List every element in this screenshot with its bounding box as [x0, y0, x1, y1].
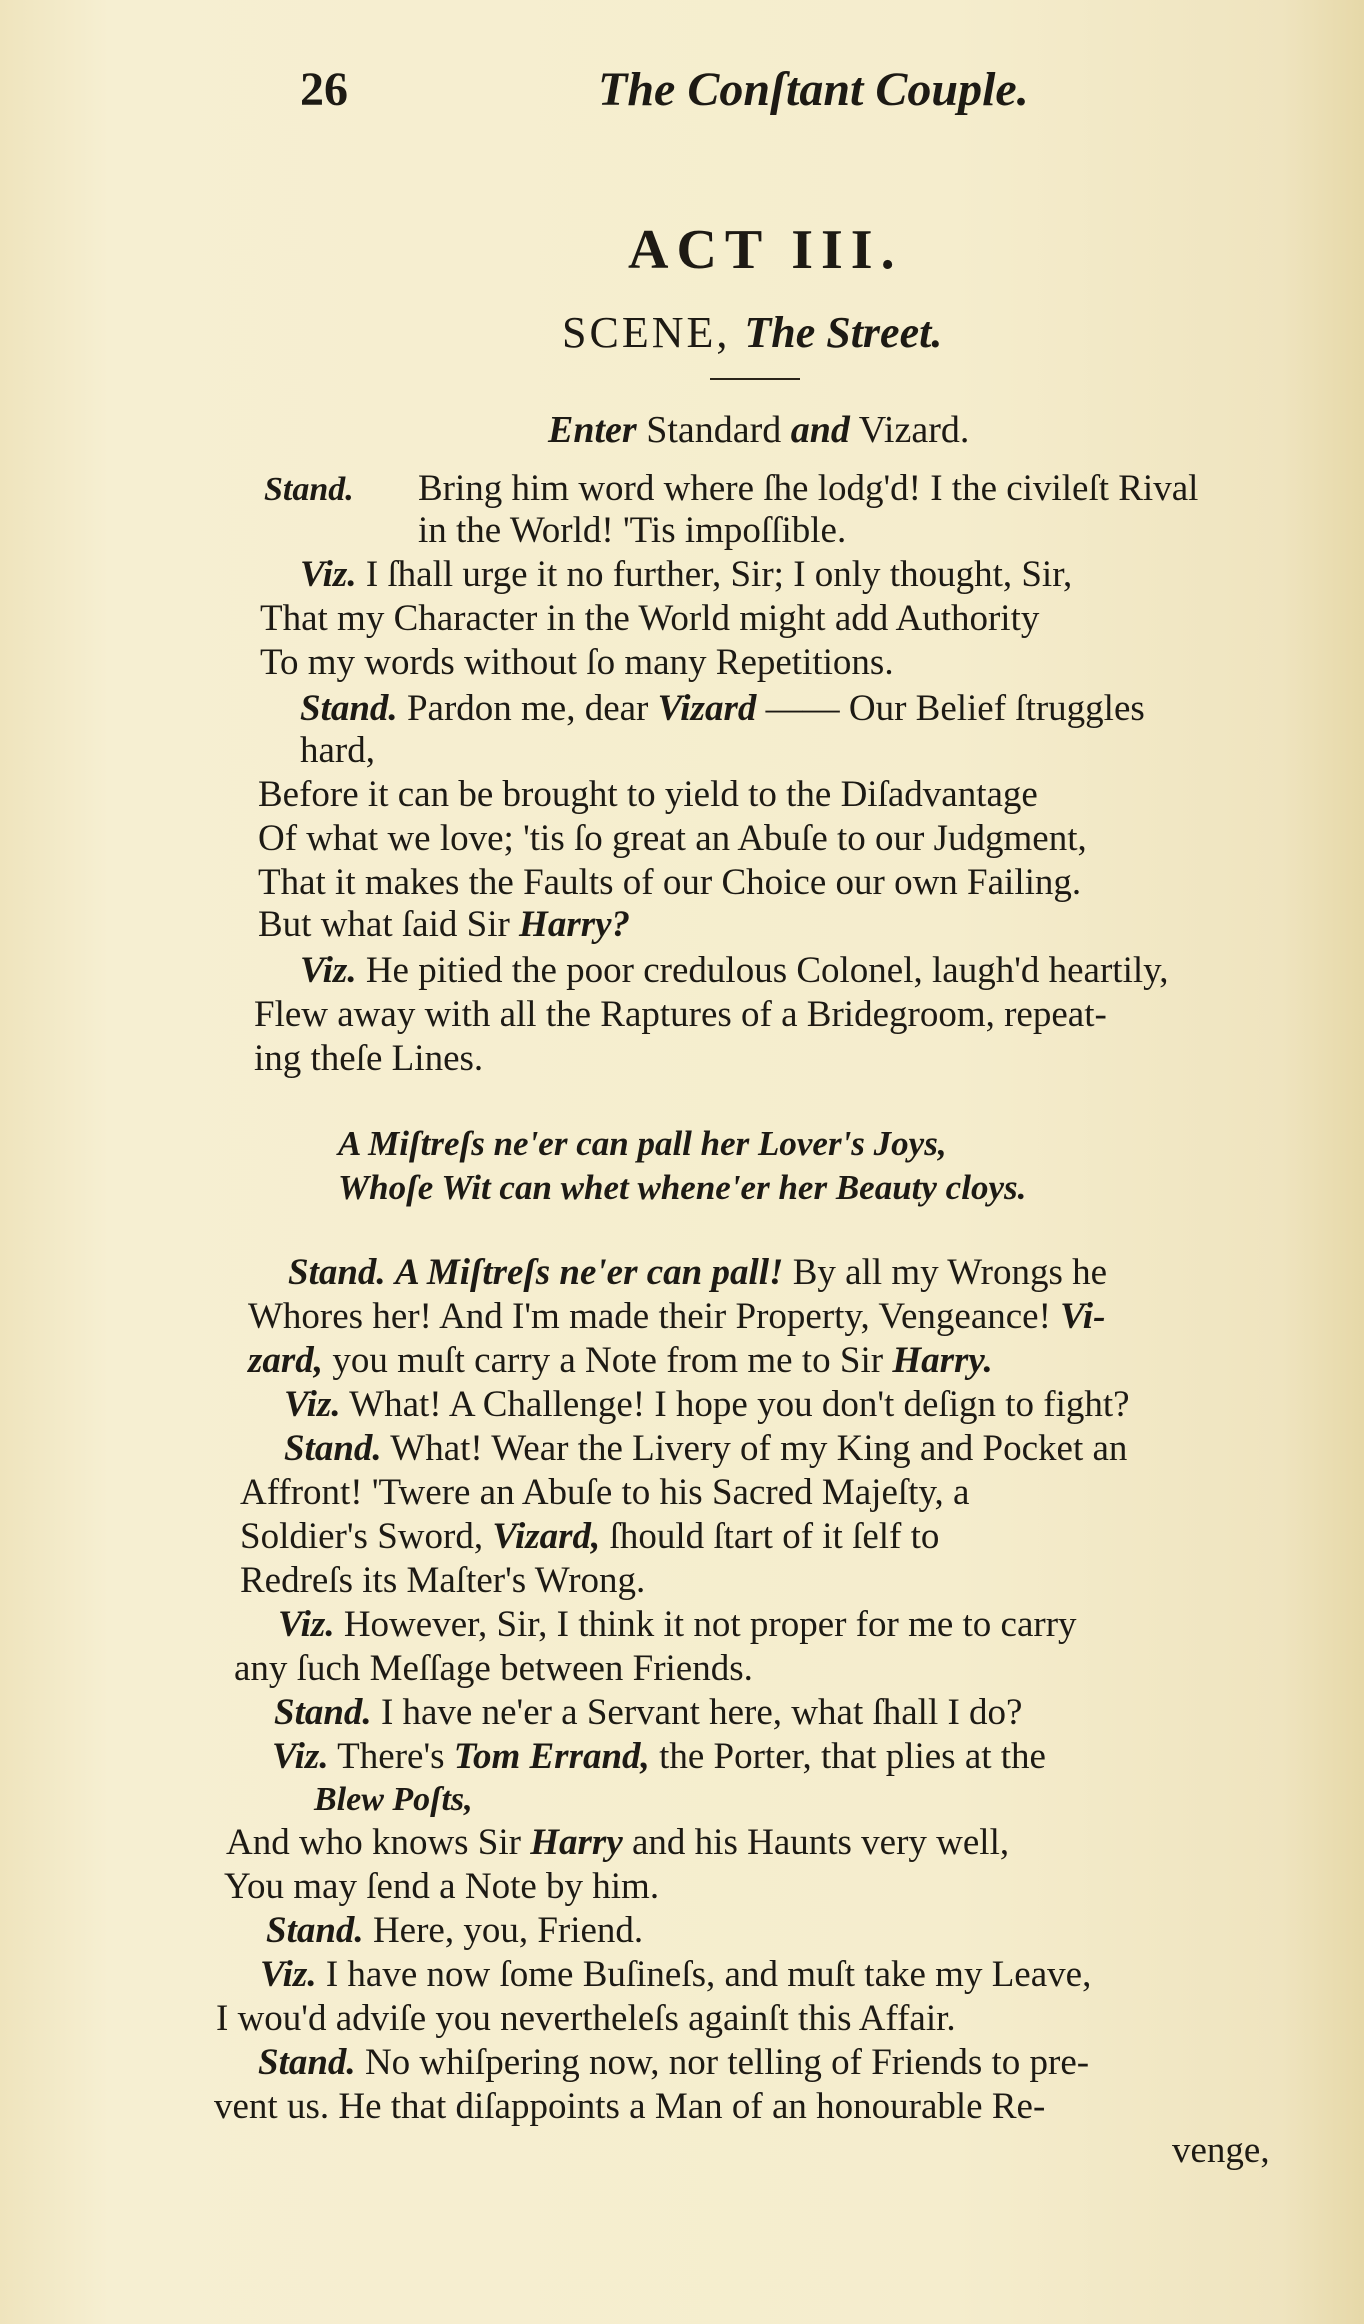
dialogue-text: Soldier's Sword,	[240, 1516, 484, 1557]
dialogue-line	[258, 820, 1087, 857]
dialogue-line	[314, 1780, 473, 1817]
dialogue-emphasis: Tom Errand,	[453, 1736, 650, 1777]
dialogue-emphasis: A Miſtreſs ne'er can pall!	[394, 1252, 784, 1293]
speaker: Viz.	[300, 554, 357, 595]
divider-rule	[710, 378, 800, 380]
speaker: Stand.	[264, 471, 354, 508]
dialogue-text: And who knows Sir	[226, 1822, 521, 1863]
speaker: Stand.	[284, 1428, 382, 1469]
dialogue-line	[288, 1254, 1107, 1291]
dialogue-line	[284, 1430, 1127, 1467]
dialogue-text: —— Our Belief ſtruggles	[765, 688, 1145, 729]
dialogue-line	[216, 2000, 956, 2037]
speaker: Viz.	[278, 1604, 335, 1645]
dialogue-text: That it makes the Faults of our Choice our own Failing.	[258, 862, 1082, 903]
dialogue-text: hard,	[300, 730, 375, 771]
dialogue-text: What! A Challenge! I hope you don't deſign to fight?	[349, 1384, 1130, 1425]
speaker: Stand.	[258, 2042, 356, 2083]
dialogue-line	[264, 470, 354, 507]
dialogue-line	[240, 1474, 969, 1511]
verse-line: Whoſe Wit can whet whene'er her Beauty cloys.	[338, 1168, 1027, 1207]
dialogue-emphasis: Vi-	[1060, 1296, 1106, 1337]
dialogue-line	[260, 644, 894, 681]
dialogue-text: There's	[337, 1736, 445, 1777]
stage-direction	[548, 408, 969, 452]
running-title: The Conſtant Couple.	[598, 63, 1029, 116]
dialogue-line	[284, 1386, 1130, 1423]
scene-place: The Street.	[744, 308, 943, 357]
dialogue-text: To my words without ſo many Repetitions.	[260, 642, 894, 683]
dialogue-line	[234, 1650, 753, 1687]
dialogue-text: He pitied the poor credulous Colonel, laugh'd heartily,	[365, 950, 1169, 991]
speaker: Stand.	[266, 1910, 364, 1951]
dialogue-line	[254, 996, 1107, 1033]
dialogue-text: Here, you, Friend.	[372, 1910, 644, 1951]
speaker: Stand.	[274, 1692, 372, 1733]
dialogue-line	[266, 1912, 643, 1949]
dialogue-line	[226, 1824, 1009, 1861]
dialogue-emphasis: zard,	[248, 1340, 324, 1381]
dialogue-line	[258, 2044, 1089, 2081]
dialogue-text: I wou'd adviſe you nevertheleſs againſt this Affair.	[216, 1998, 956, 2039]
act-heading: ACT III.	[628, 219, 903, 281]
speaker: Viz.	[272, 1736, 329, 1777]
dialogue-text: Flew away with all the Raptures of a Bridegroom, repeat-	[254, 994, 1107, 1035]
dialogue-line	[418, 512, 846, 549]
dialogue-text: I have ne'er a Servant here, what ſhall I do?	[380, 1692, 1023, 1733]
dialogue-text: That my Character in the World might add Authority	[260, 598, 1040, 639]
dialogue-text: and his Haunts very well,	[632, 1822, 1010, 1863]
dialogue-text: I have now ſome Buſineſs, and muſt take my Leave,	[325, 1954, 1092, 1995]
dialogue-text: Affront! 'Twere an Abuſe to his Sacred Majeſty, a	[240, 1472, 970, 1513]
dialogue-text: any ſuch Meſſage between Friends.	[234, 1648, 753, 1689]
dialogue-text: You may ſend a Note by him.	[224, 1866, 660, 1907]
page-number: 26	[300, 63, 348, 116]
scene-heading	[562, 307, 942, 358]
dialogue-emphasis: Vizard	[657, 688, 757, 729]
dialogue-line	[260, 600, 1039, 637]
dialogue-line	[240, 1518, 939, 1555]
dialogue-line	[300, 556, 1072, 593]
dialogue-line	[240, 1562, 645, 1599]
dialogue-line	[258, 906, 630, 943]
dialogue-emphasis: Blew Poſts,	[314, 1781, 473, 1818]
dialogue-text: Pardon me, dear	[406, 688, 649, 729]
stage-direction-enter: Enter	[548, 409, 637, 451]
dialogue-text: the Porter, that plies at the	[659, 1736, 1046, 1777]
stage-direction-char1: Standard	[646, 409, 782, 451]
dialogue-line	[224, 1868, 659, 1905]
dialogue-line	[258, 864, 1081, 901]
dialogue-line	[300, 732, 375, 769]
dialogue-line	[260, 1956, 1091, 1993]
speaker: Viz.	[260, 1954, 317, 1995]
dialogue-text: Before it can be brought to yield to the Diſadvantage	[258, 774, 1038, 815]
dialogue-text: ſhould ſtart of it ſelf to	[609, 1516, 940, 1557]
dialogue-line	[272, 1738, 1046, 1775]
dialogue-text: venge,	[1172, 2130, 1270, 2171]
dialogue-text: However, Sir, I think it not proper for me to carry	[343, 1604, 1077, 1645]
dialogue-text: Whores her! And I'm made their Property, Vengeance!	[248, 1296, 1051, 1337]
dialogue-text: But what ſaid Sir	[258, 904, 510, 945]
dialogue-line	[214, 2088, 1045, 2125]
dialogue-line	[254, 1040, 483, 1077]
dialogue-emphasis: Harry	[530, 1822, 623, 1863]
dialogue-emphasis: Vizard,	[492, 1516, 601, 1557]
dialogue-line	[258, 776, 1038, 813]
dialogue-line	[248, 1298, 1105, 1335]
dialogue-text: you muſt carry a Note from me to Sir	[332, 1340, 884, 1381]
dialogue-emphasis: Harry?	[519, 904, 631, 945]
stage-direction-and: and	[790, 409, 850, 451]
verse-line: A Miſtreſs ne'er can pall her Lover's Joys,	[338, 1124, 947, 1163]
dialogue-line	[278, 1606, 1077, 1643]
dialogue-emphasis: Harry.	[892, 1340, 993, 1381]
dialogue-line	[300, 952, 1168, 989]
dialogue-line	[248, 1342, 993, 1379]
speaker: Viz.	[284, 1384, 341, 1425]
dialogue-line	[418, 470, 1198, 507]
dialogue-text: By all my Wrongs he	[792, 1252, 1108, 1293]
dialogue-text: vent us. He that diſappoints a Man of an honourable Re-	[214, 2086, 1046, 2127]
dialogue-text: ing theſe Lines.	[254, 1038, 484, 1079]
dialogue-text: Of what we love; 'tis ſo great an Abuſe to our Judgment,	[258, 818, 1087, 859]
dialogue-text: What! Wear the Livery of my King and Pocket an	[390, 1428, 1128, 1469]
page-header	[0, 62, 1364, 132]
dialogue-line	[274, 1694, 1022, 1731]
scene-label: SCENE,	[562, 308, 731, 357]
speaker: Stand.	[300, 688, 398, 729]
stage-direction-char2: Vizard.	[858, 409, 970, 451]
dialogue-text: Redreſs its Maſter's Wrong.	[240, 1560, 646, 1601]
dialogue-text: Bring him word where ſhe lodg'd! I the civileſt Rival	[418, 468, 1199, 509]
dialogue-line	[300, 690, 1145, 727]
catchword	[1172, 2132, 1270, 2169]
dialogue-text: No whiſpering now, nor telling of Friends to pre-	[364, 2042, 1090, 2083]
speaker: Viz.	[300, 950, 357, 991]
dialogue-text: in the World! 'Tis impoſſible.	[418, 510, 847, 551]
speaker: Stand.	[288, 1252, 386, 1293]
dialogue-text: I ſhall urge it no further, Sir; I only thought, Sir,	[365, 554, 1073, 595]
